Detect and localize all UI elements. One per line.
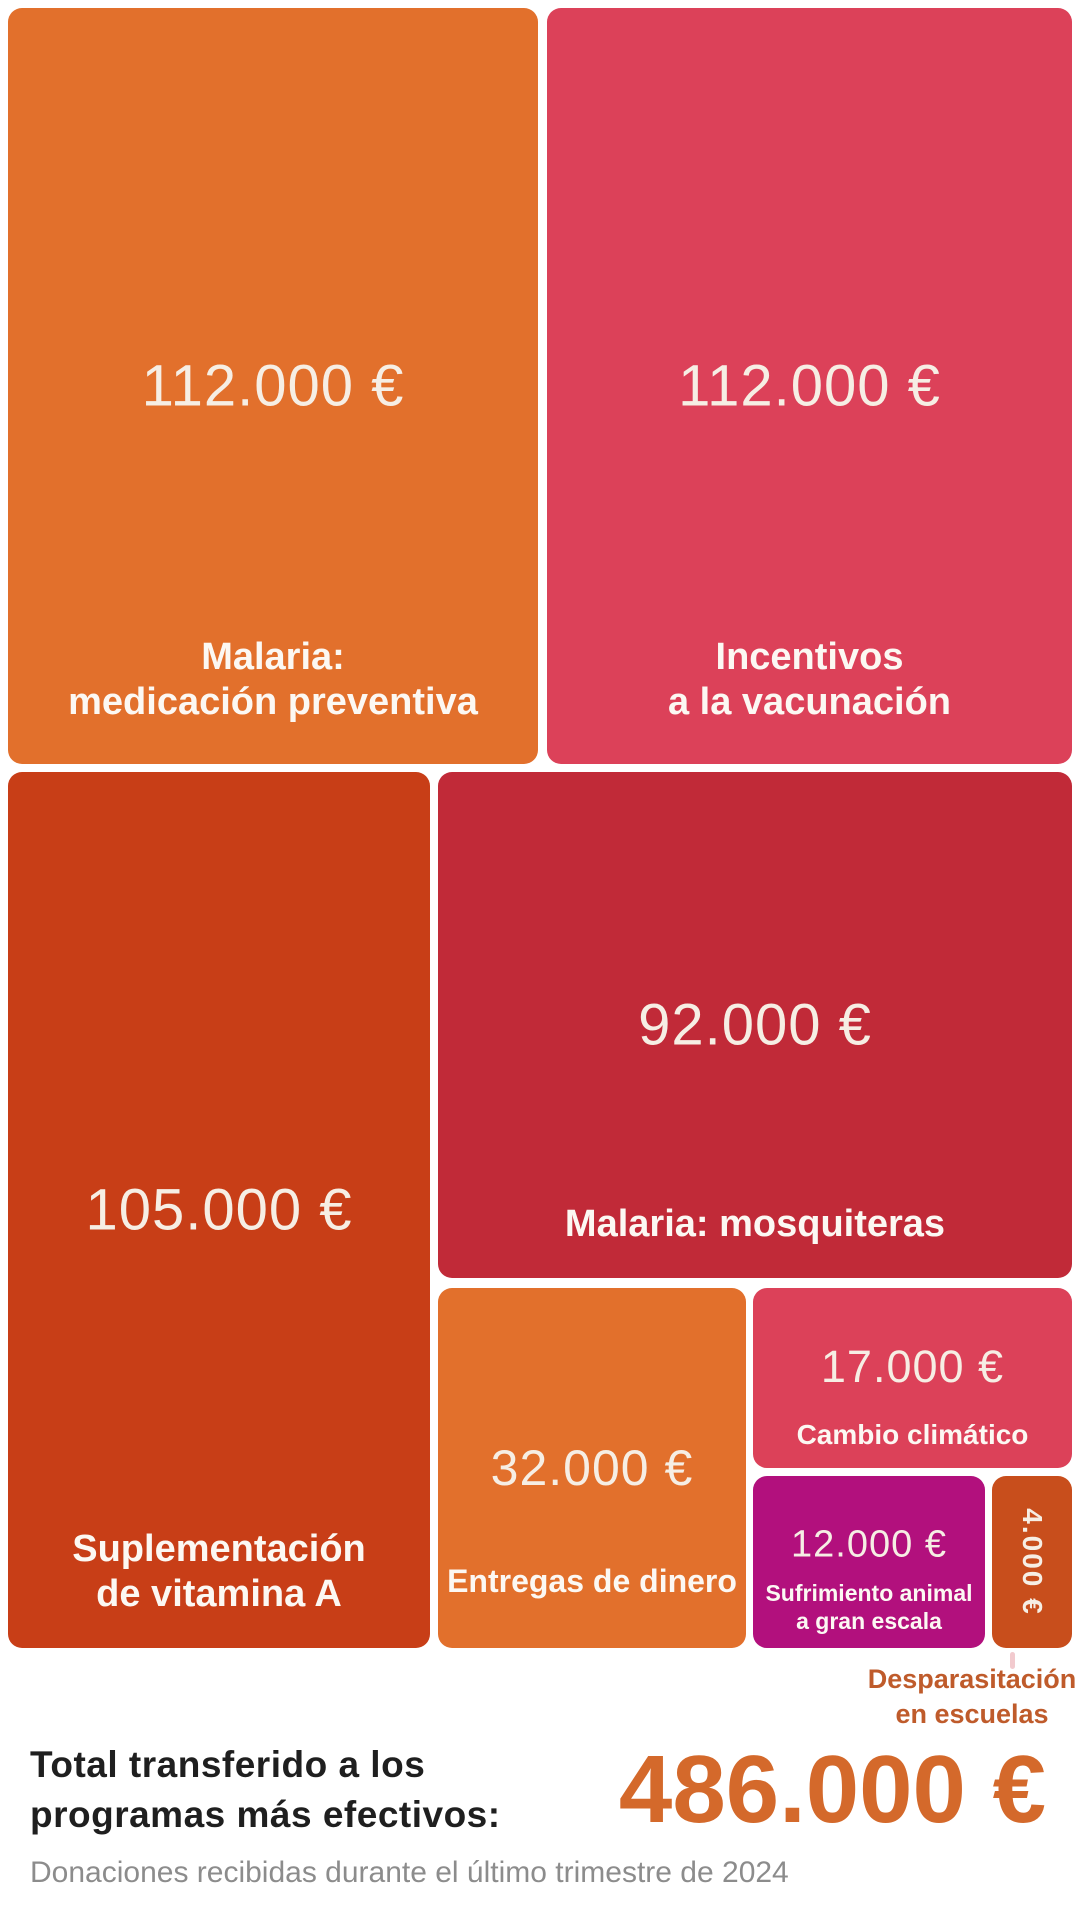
tile-label: Sufrimiento animal a gran escala <box>765 1579 973 1635</box>
treemap-tile-malaria-mosquiteras[interactable] <box>438 772 1072 1278</box>
tile-value: 17.000 € <box>820 1341 1005 1393</box>
treemap-tile-incentivos-vacunacion[interactable] <box>547 8 1072 764</box>
tile-label: Entregas de dinero <box>447 1562 737 1599</box>
total-label: Total transferido a los programas más efectivos: <box>30 1744 501 1835</box>
tile-value: 92.000 € <box>638 992 872 1058</box>
callout-label-desparasitacion: Desparasitación en escuelas <box>867 1664 1077 1730</box>
footnote-text: Donaciones recibidas durante el último trimestre de 2024 <box>30 1856 789 1889</box>
tile-label: Incentivos a la vacunación <box>667 635 951 724</box>
treemap-tile-entregas-de-dinero[interactable] <box>438 1288 746 1648</box>
treemap-tile-sufrimiento-animal[interactable] <box>753 1476 985 1648</box>
tile-label: Malaria: mosquiteras <box>564 1203 946 1246</box>
tile-label: Cambio climático <box>796 1419 1029 1451</box>
tile-label: Malaria: medicación preventiva <box>68 635 478 724</box>
tile-label: Suplementación de vitamina A <box>72 1527 366 1616</box>
tile-value: 112.000 € <box>141 353 405 419</box>
treemap-tile-malaria-medicacion-preventiva[interactable] <box>8 8 538 764</box>
totals-row <box>30 1732 1046 1848</box>
tile-value: 32.000 € <box>490 1440 694 1496</box>
tile-value: 105.000 € <box>85 1177 353 1243</box>
tile-value: 12.000 € <box>791 1523 947 1566</box>
treemap-tile-desparasitacion-escuelas[interactable] <box>992 1476 1072 1648</box>
treemap-tile-suplementacion-vitamina-a[interactable] <box>8 772 430 1648</box>
tile-value-vertical: 4.000 € <box>1017 1508 1048 1616</box>
tile-value: 112.000 € <box>678 353 941 419</box>
total-amount: 486.000 € <box>618 1736 1046 1843</box>
treemap-tile-cambio-climatico[interactable] <box>753 1288 1072 1468</box>
